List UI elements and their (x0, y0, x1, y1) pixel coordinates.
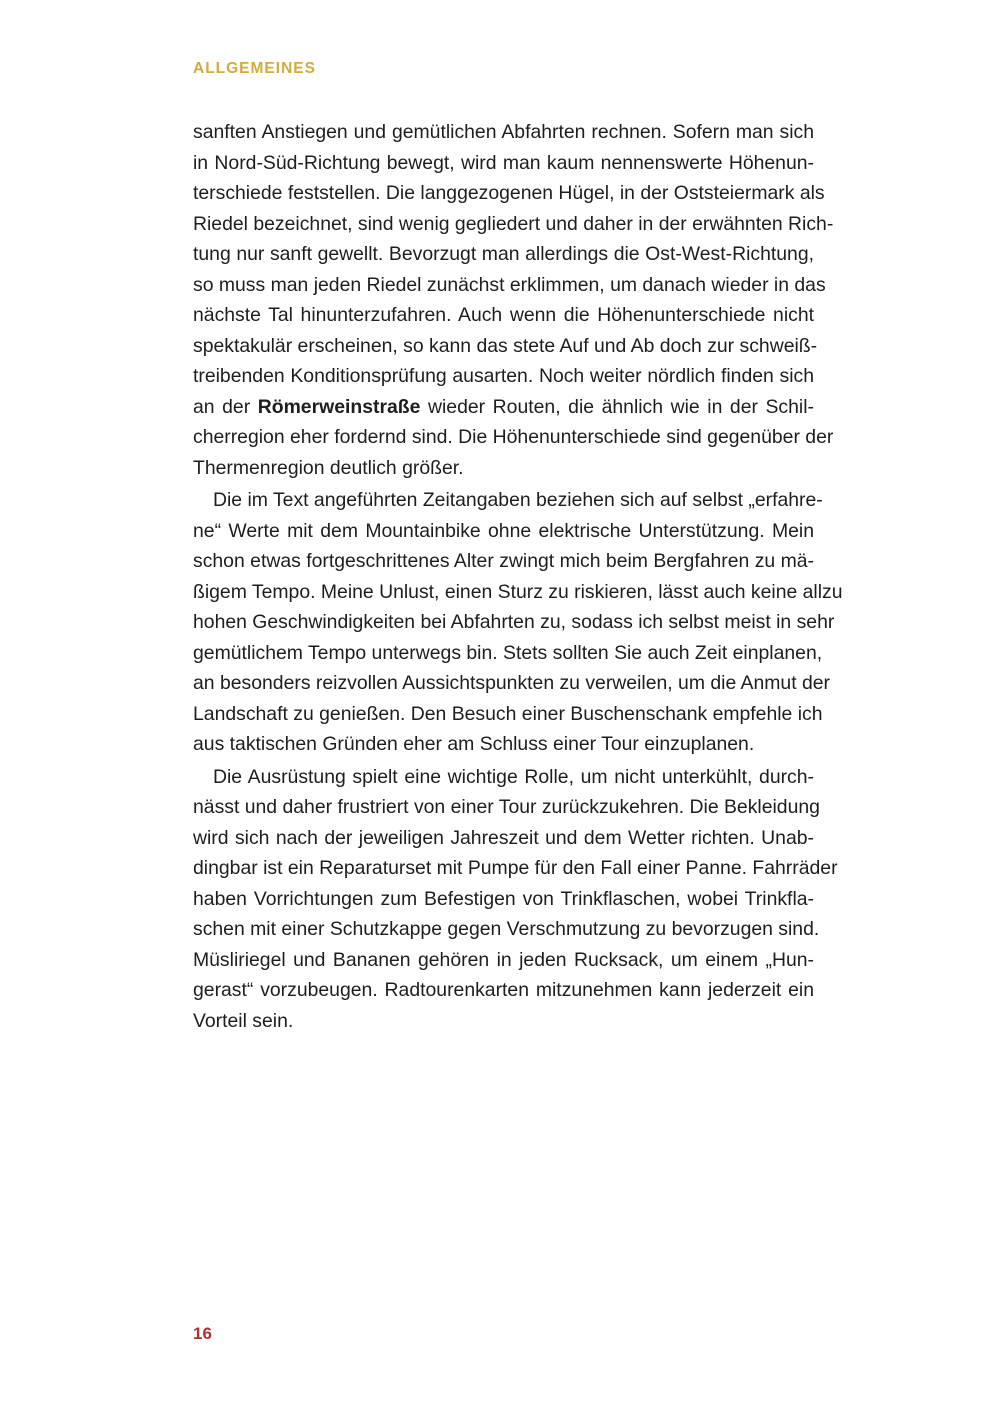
text-line: so muss man jeden Riedel zunächst erklimmen, um danach wieder in das (193, 273, 826, 296)
text-line (193, 392, 814, 423)
text-line: in Nord-Süd-Richtung bewegt, wird man kaum nennenswerte Höhenun- (193, 151, 814, 174)
paragraph-1 (193, 117, 834, 483)
text-line: nächste Tal hinunterzufahren. Auch wenn die Höhenunterschiede nicht (193, 304, 814, 326)
text-run: an der (193, 395, 258, 418)
text-line: terschiede feststellen. Die langgezogenen Hügel, in der Oststeiermark als (193, 182, 825, 204)
text-line: sanften Anstiegen und gemütlichen Abfahrten rechnen. Sofern man sich (193, 121, 814, 143)
running-head: ALLGEMEINES (193, 60, 316, 77)
text-line: schen mit einer Schutzkappe gegen Verschmutzung zu bevorzugen sind. (193, 918, 820, 940)
text-line: dingbar ist ein Reparaturset mit Pumpe für den Fall einer Panne. Fahrräder (193, 857, 838, 879)
page-number: 16 (193, 1324, 212, 1343)
text-line: Die im Text angeführten Zeitangaben beziehen sich auf selbst „erfahre- (213, 489, 823, 511)
text-line: ne“ Werte mit dem Mountainbike ohne elektrische Unterstützung. Mein (193, 519, 814, 542)
text-run: wieder Routen, die ähnlich wie in der Schil- (420, 395, 814, 418)
text-line: an besonders reizvollen Aussichtspunkten zu verweilen, um die Anmut der (193, 672, 831, 694)
text-line: Müsliriegel und Bananen gehören in jeden Rucksack, um einem „Hun- (193, 948, 814, 971)
text-line: wird sich nach der jeweiligen Jahreszeit und dem Wetter richten. Unab- (193, 826, 814, 849)
text-line: ßigem Tempo. Meine Unlust, einen Sturz zu riskieren, lässt auch keine allzu (193, 580, 843, 603)
text-line: Landschaft zu genießen. Den Besuch einer Buschenschank empfehle ich (193, 702, 823, 725)
text-line: schon etwas fortgeschrittenes Alter zwingt mich beim Bergfahren zu mä- (193, 550, 814, 572)
text-line: haben Vorrichtungen zum Befestigen von Trinkflaschen, wobei Trinkfla- (193, 887, 814, 910)
place-name-bold: Römerweinstraße (257, 395, 421, 418)
text-line: Vorteil sein. (193, 1009, 294, 1032)
paragraph-2 (193, 485, 843, 760)
text-line: Die Ausrüstung spielt eine wichtige Rolle, um nicht unterkühlt, durch- (213, 765, 814, 788)
text-line: spektakulär erscheinen, so kann das stete Auf und Ab doch zur schweiß- (193, 334, 818, 357)
text-line: nässt und daher frustriert von einer Tour zurückzukehren. Die Bekleidung (193, 796, 820, 818)
text-line: gemütlichem Tempo unterwegs bin. Stets sollten Sie auch Zeit einplanen, (193, 641, 823, 664)
text-line: Riedel bezeichnet, sind wenig gegliedert und daher in der erwähnten Rich- (193, 212, 834, 235)
text-line: aus taktischen Gründen eher am Schluss einer Tour einzuplanen. (193, 733, 755, 755)
text-line: cherregion eher fordernd sind. Die Höhenunterschiede sind gegenüber der (193, 426, 834, 448)
paragraph-3 (193, 762, 838, 1037)
text-line: treibenden Konditionsprüfung ausarten. Noch weiter nördlich finden sich (193, 365, 814, 387)
text-line: hohen Geschwindigkeiten bei Abfahrten zu, sodass ich selbst meist in sehr (193, 611, 835, 633)
text-line: Thermenregion deutlich größer. (193, 456, 464, 479)
text-line: tung nur sanft gewellt. Bevorzugt man allerdings die Ost-West-Richtung, (193, 243, 814, 265)
body-text (193, 117, 843, 1036)
text-line: gerast“ vorzubeugen. Radtourenkarten mitzunehmen kann jederzeit ein (193, 979, 814, 1001)
